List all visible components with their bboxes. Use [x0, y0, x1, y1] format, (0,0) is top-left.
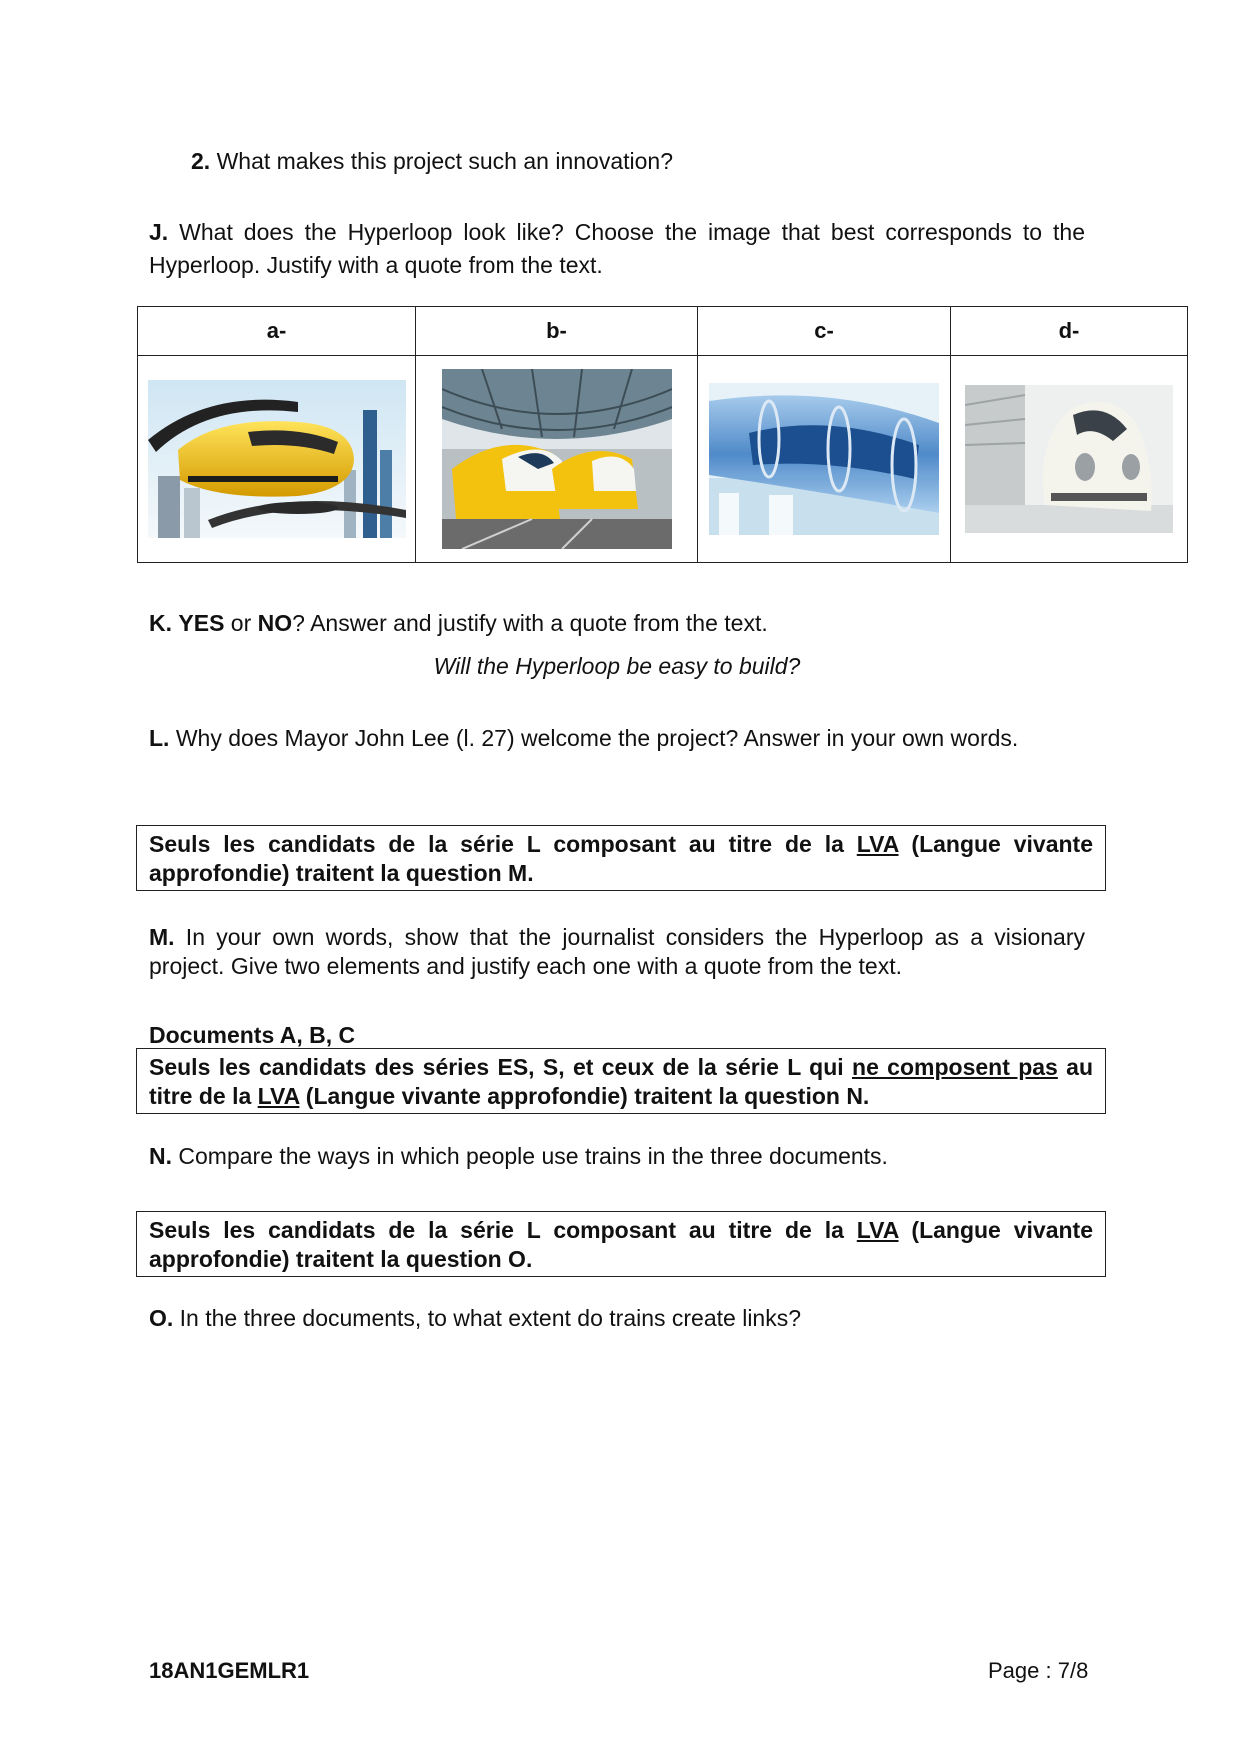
yes-word: YES [178, 610, 225, 636]
instruction-text: Seuls les candidats de la série L composant au titre de la [149, 1217, 857, 1243]
question-text: What does the Hyperloop look like? Choose the image that best corresponds to the Hyperloop. Justify with a quote from the text. [149, 219, 1085, 278]
instruction-text: Seuls les candidats de la série L composant au titre de la [149, 831, 857, 857]
choice-header-d: d- [951, 307, 1188, 356]
monorail-image [148, 380, 406, 538]
question-text: ? Answer and justify with a quote from the text. [292, 610, 768, 636]
question-n [149, 1140, 1085, 1173]
documents-heading: Documents A, B, C [149, 1022, 356, 1048]
instruction-text: (Langue vivante approfondie) traitent la question M. [149, 831, 1094, 886]
choice-header-c: c- [698, 307, 951, 356]
question-text: Compare the ways in which people use trains in the three documents. [172, 1143, 888, 1169]
pod-car-image [965, 385, 1173, 533]
question-k [149, 607, 1085, 640]
question-label: N. [149, 1143, 172, 1169]
exam-code: 18AN1GEMLR1 [149, 1658, 310, 1683]
question-text: In your own words, show that the journalist considers the Hyperloop as a visionary project. Give two elements and justify each one with a quote from the text. [149, 924, 1085, 979]
question-2 [191, 145, 1071, 178]
question-k-subquestion: Will the Hyperloop be easy to build? [433, 653, 801, 679]
choice-header-a: a- [138, 307, 416, 356]
lva-abbreviation: LVA [856, 831, 899, 857]
choice-cell-b [416, 356, 698, 563]
question-label: O. [149, 1305, 174, 1331]
question-label: K. [149, 610, 172, 636]
question-number: 2. [191, 148, 211, 174]
high-speed-train-image [442, 369, 672, 549]
instruction-box-m [136, 825, 1106, 891]
instruction-box-n [136, 1048, 1106, 1114]
instruction-text: (Langue vivante approfondie) traitent la question O. [149, 1217, 1094, 1272]
question-label: M. [149, 924, 175, 950]
image-choices-table [137, 306, 1188, 563]
instruction-text: (Langue vivante approfondie) traitent la question N. [299, 1082, 870, 1109]
question-m [149, 923, 1085, 980]
choice-header-b: b- [416, 307, 698, 356]
question-label: J. [149, 219, 169, 245]
choice-cell-c [698, 356, 951, 563]
or-word: or [224, 610, 258, 636]
question-label: L. [149, 725, 170, 751]
question-j [149, 216, 1085, 281]
choice-cell-d [951, 356, 1188, 563]
instruction-text: Seuls les candidats des séries ES, S, et ceux de la série L qui [149, 1054, 853, 1080]
underlined-phrase: ne composent pas [852, 1054, 1058, 1080]
choice-cell-a [138, 356, 416, 563]
instruction-box-o [136, 1211, 1106, 1277]
question-text: Why does Mayor John Lee (l. 27) welcome the project? Answer in your own words. [169, 725, 1019, 751]
no-word: NO [257, 610, 293, 636]
question-text: What makes this project such an innovation? [210, 148, 673, 174]
question-l [149, 722, 1085, 755]
page-number: Page : 7/8 [988, 1658, 1089, 1683]
lva-abbreviation: LVA [856, 1217, 899, 1243]
question-text: In the three documents, to what extent do trains create links? [173, 1305, 802, 1331]
instruction-text: au titre de la [149, 1054, 1094, 1109]
lva-abbreviation: LVA [257, 1082, 300, 1109]
question-o [149, 1302, 1085, 1335]
hyperloop-tube-image [709, 383, 939, 535]
